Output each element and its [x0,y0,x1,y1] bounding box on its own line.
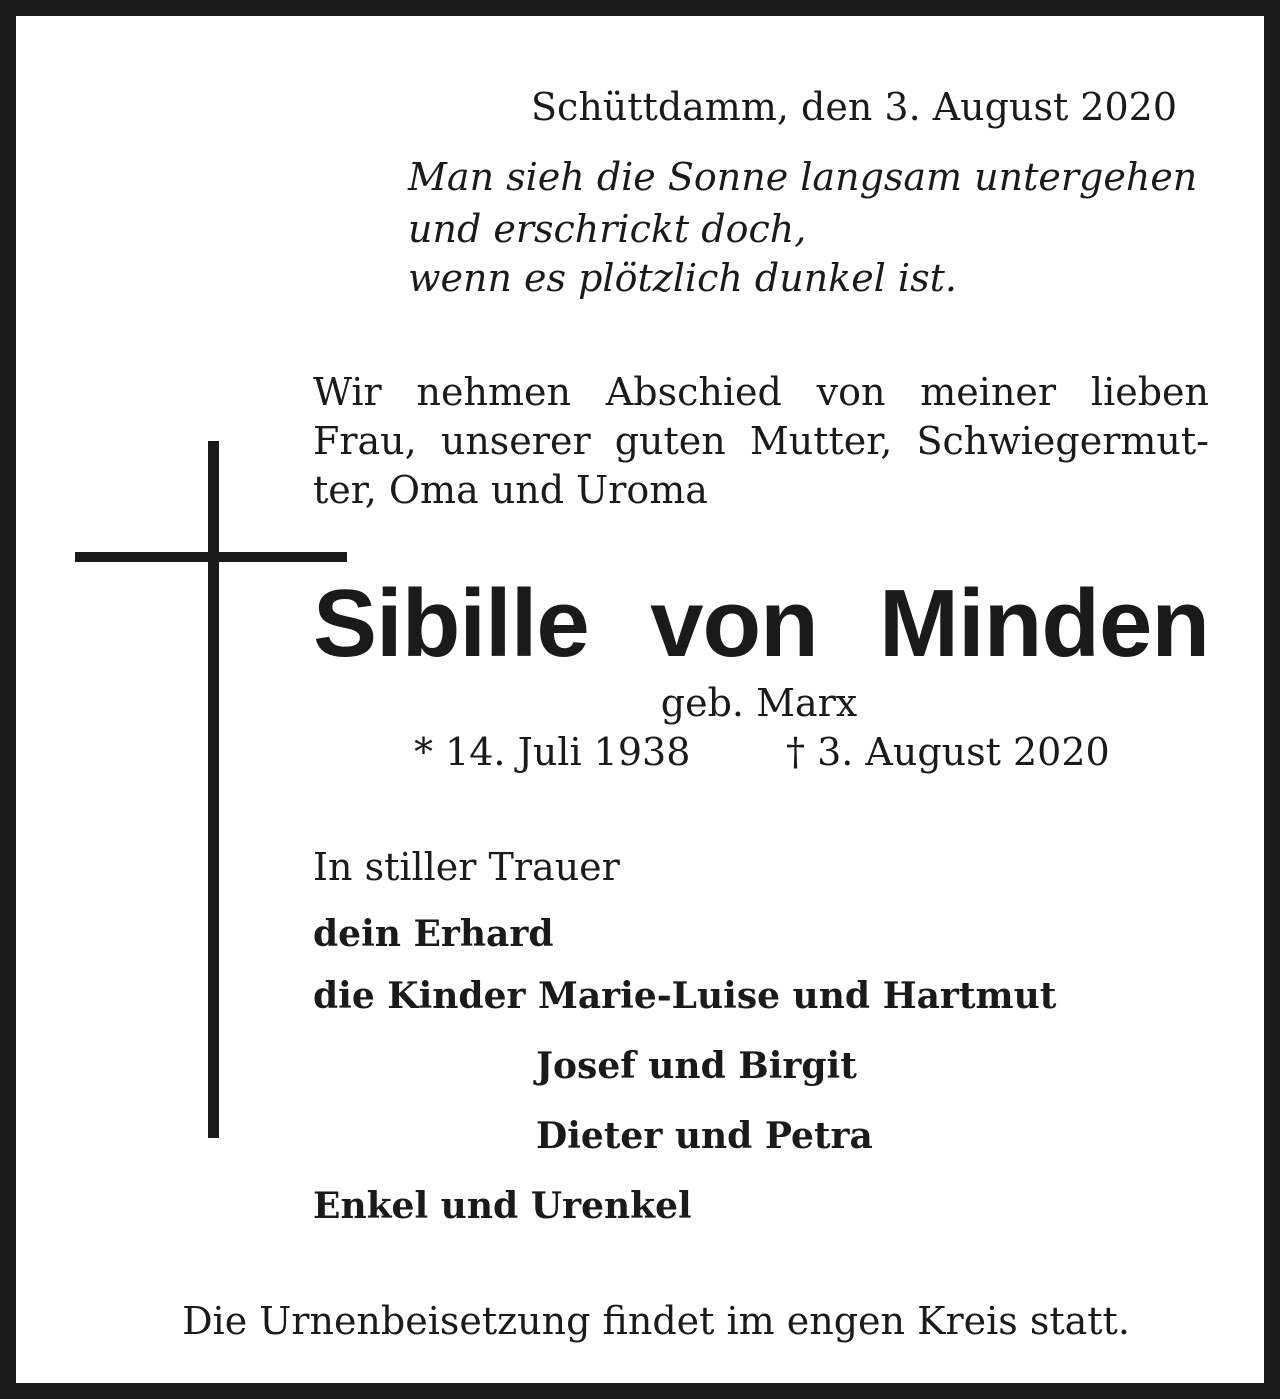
intro-line-2: Frau, unserer guten Mutter, Schwiegermut- [313,419,1209,463]
family-line-5: Enkel und Urenkel [313,1185,692,1227]
cross-symbol-horizontal [75,552,347,562]
quote-line-2: und erschrickt doch, [408,207,807,251]
birth-date: * 14. Juli 1938 [414,730,691,774]
death-date: † 3. August 2020 [786,730,1110,774]
family-line-3: Josef und Birgit [536,1045,857,1087]
quote-line-1: Man sieh die Sonne langsam untergehen [408,155,1198,199]
family-line-4: Dieter und Petra [536,1115,873,1157]
burial-note: Die Urnenbeisetzung findet im engen Kreis statt. [182,1299,1130,1343]
quote-line-3: wenn es plötzlich dunkel ist. [408,256,957,300]
intro-line-1: Wir nehmen Abschied von meiner lieben [313,370,1209,414]
family-line-2: die Kinder Marie-Luise und Hartmut [313,975,1057,1017]
mourning-line: In stiller Trauer [313,845,620,889]
family-line-1: dein Erhard [313,913,554,955]
deceased-name: Sibille von Minden [313,570,1209,677]
place-date: Schüttdamm, den 3. August 2020 [531,85,1177,129]
cross-symbol-vertical [208,441,219,1138]
birth-name: geb. Marx [660,681,858,725]
intro-line-3: ter, Oma und Uroma [313,468,708,512]
